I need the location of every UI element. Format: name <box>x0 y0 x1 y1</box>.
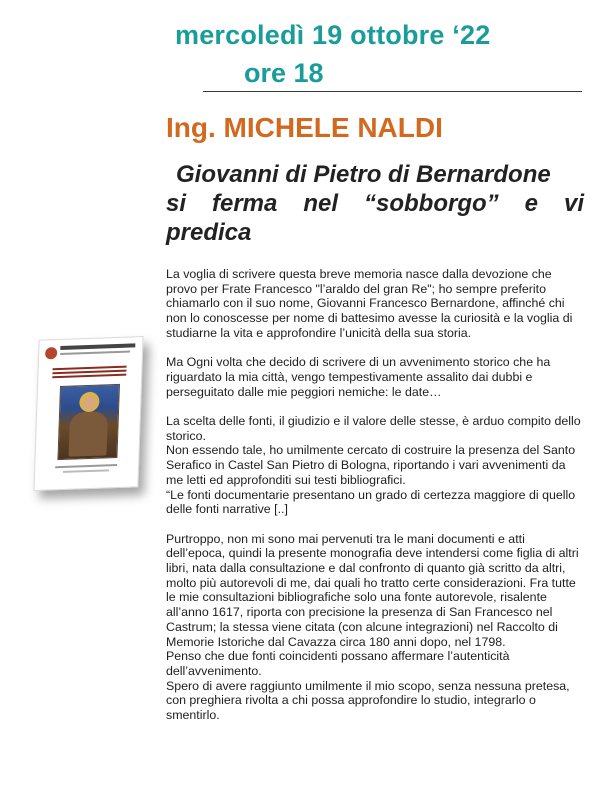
book-cover-image <box>20 330 160 530</box>
talk-title-line: si ferma nel “sobborgo” e vi <box>166 190 584 217</box>
book-title-lines <box>52 366 126 381</box>
paragraph: Non essendo tale, ho umilmente cercato di costruire la presenza del Santo Serafico in Castel San Pietro di Bologna, riportando i vari avvenimenti da me letti ed approfonditi sui testi bibliografici. <box>166 443 576 487</box>
paragraph: Purtroppo, non mi sono mai pervenuti tra le mani documenti e atti dell’epoca, quindi la presente monografia deve intendersi come figlia di altri libri, nata dalla consultazione e dal confronto di quanto già scritto da altri, molto più autorevoli di me, dai quali ho tratto certe considerazioni. Fra tutte le mie consultazioni bibliografiche solo una fonte autorevole, risalente all’anno 1617, riporta con precisione la presenza di San Francesco nel Castrum; la stessa viene citata (con alcune integrazioni) nel Raccolto di Memorie Istoriche dal Cavazza circa 180 anni dopo, nel 1798. <box>166 531 579 649</box>
book-logo-icon <box>45 347 57 359</box>
event-time: ore 18 <box>244 58 324 88</box>
event-date: mercoledì 19 ottobre ‘22 <box>175 20 491 50</box>
header-divider <box>203 91 582 92</box>
paragraph: Ma Ogni volta che decido di scrivere di un avvenimento storico che ha riguardato la mia città, vengo tempestivamente assalito dai dubbi e perseguitato dalle mie peggiori nemiche: le date… <box>166 355 551 399</box>
body-text <box>166 267 584 723</box>
saint-francis-painting-icon <box>57 384 120 460</box>
talk-title-line: Giovanni di Pietro di Bernardone <box>176 161 551 188</box>
book <box>33 336 143 491</box>
talk-title <box>166 160 584 247</box>
speaker-name: Ing. MICHELE NALDI <box>166 112 443 143</box>
paragraph: La voglia di scrivere questa breve memoria nasce dalla devozione che provo per Frate Francesco "l’araldo del gran Re"; ho sempre preferito chiamarlo con il suo nome, Giovanni Francesco Bernardone, affinché chi non lo conoscesse per nome di battesimo avesse la curiosità e la voglia di studiarne la vita e approfondire l’unicità della sua storia. <box>166 267 573 340</box>
book-header <box>45 343 135 360</box>
paragraph: La scelta delle fonti, il giudizio e il valore delle stesse, è arduo compito dello storico. <box>166 414 581 443</box>
paragraph: “Le fonti documentarie presentano un grado di certezza maggiore di quello delle fonti narrative [..] <box>166 487 576 517</box>
talk-title-line: predica <box>166 219 252 246</box>
paragraph: Spero di avere raggiunto umilmente il mio scopo, senza nessuna pretesa, con preghiera rivolta a chi possa approfondire lo studio, integrarlo o smentirlo. <box>166 678 570 723</box>
paragraph: Penso che due fonti coincidenti possano affermare l’autenticità dell’avvenimento. <box>166 649 510 678</box>
